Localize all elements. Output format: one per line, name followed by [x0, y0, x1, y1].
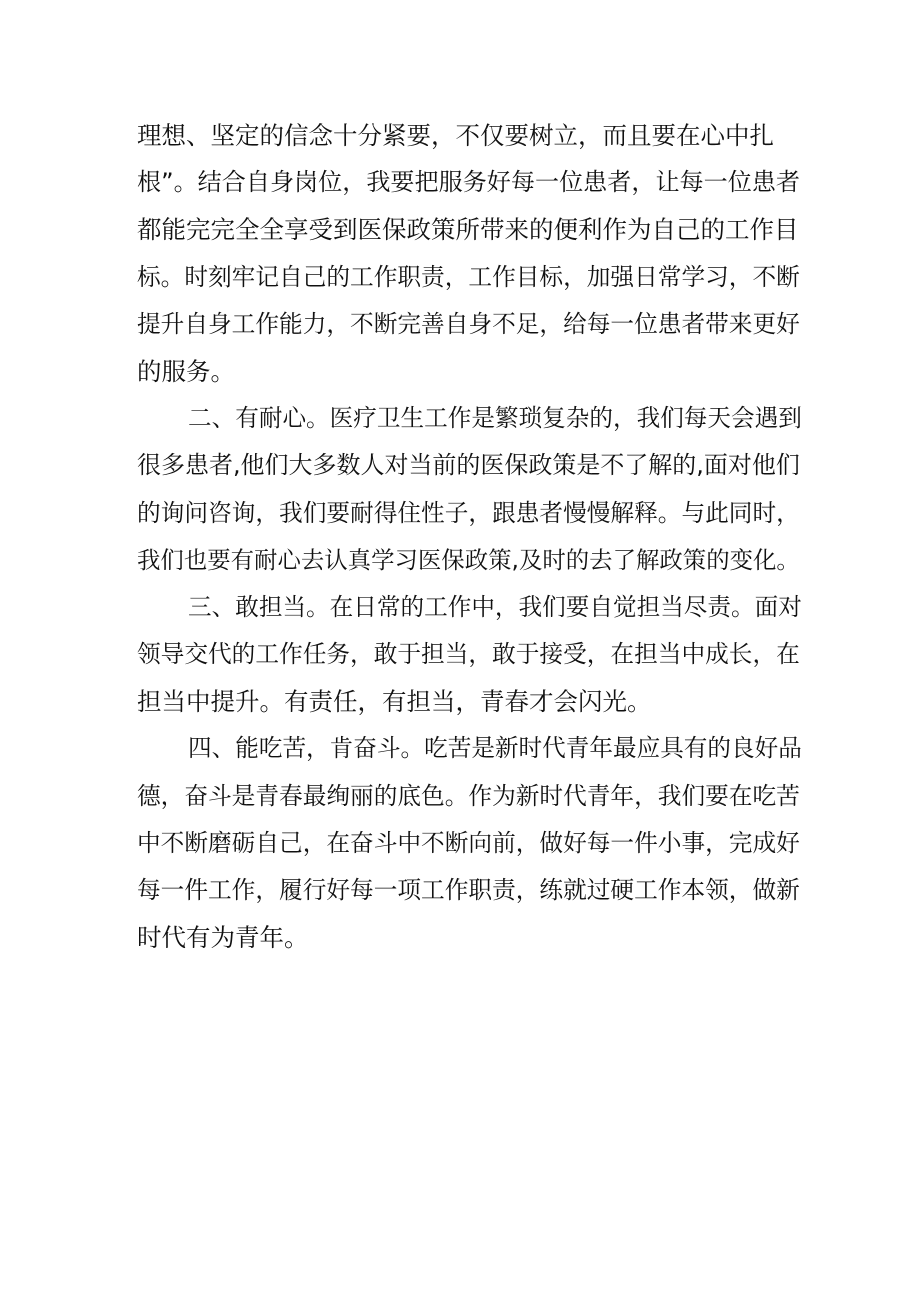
text-line: 都能完完全全享受到医保政策所带来的便利作为自己的工作目	[137, 215, 799, 245]
text-line: 提升自身工作能力，不断完善自身不足，给每一位患者带来更好	[137, 309, 800, 338]
text-line: 领导交代的工作任务，敢于担当，敢于接受，在担当中成长，在	[137, 640, 800, 669]
text-line: 理想、坚定的信念十分紧要，不仅要树立，而且要在心中扎	[137, 121, 774, 150]
text-line: 中不断磨砺自己，在奋斗中不断向前，做好每一件小事，完成好	[137, 828, 800, 857]
text-line: 德，奋斗是青春最绚丽的底色。作为新时代青年，我们要在吃苦	[137, 781, 800, 810]
paragraph-hardwork	[137, 725, 802, 961]
paragraph-responsibility	[137, 584, 802, 726]
text-line: 的询问咨询，我们要耐得住性子，跟患者慢慢解释。与此同时，	[137, 498, 800, 527]
text-line: 根”。结合自身岗位，我要把服务好每一位患者，让每一位患者	[137, 168, 801, 197]
text-line: 很多患者,他们大多数人对当前的医保政策是不了解的,面对他们	[137, 451, 800, 480]
document-body	[137, 112, 802, 961]
paragraph-patience	[137, 395, 802, 584]
paragraph-continuation	[137, 112, 801, 395]
text-line: 三、敢担当。在日常的工作中，我们要自觉担当尽责。面对	[188, 592, 802, 621]
text-line: 担当中提升。有责任，有担当，青春才会闪光。	[137, 687, 652, 717]
text-line: 标。时刻牢记自己的工作职责，工作目标，加强日常学习，不断	[137, 262, 800, 291]
text-line: 时代有为青年。	[137, 923, 309, 953]
text-line: 二、有耐心。医疗卫生工作是繁琐复杂的，我们每天会遇到	[188, 404, 802, 433]
text-line: 每一件工作，履行好每一项工作职责，练就过硬工作本领，做新	[137, 876, 800, 904]
text-line: 四、能吃苦，肯奋斗。吃苦是新时代青年最应具有的良好品	[188, 734, 802, 763]
text-line: 的服务。	[137, 356, 235, 386]
text-line: 我们也要有耐心去认真学习医保政策,及时的去了解政策的变化。	[137, 545, 800, 574]
